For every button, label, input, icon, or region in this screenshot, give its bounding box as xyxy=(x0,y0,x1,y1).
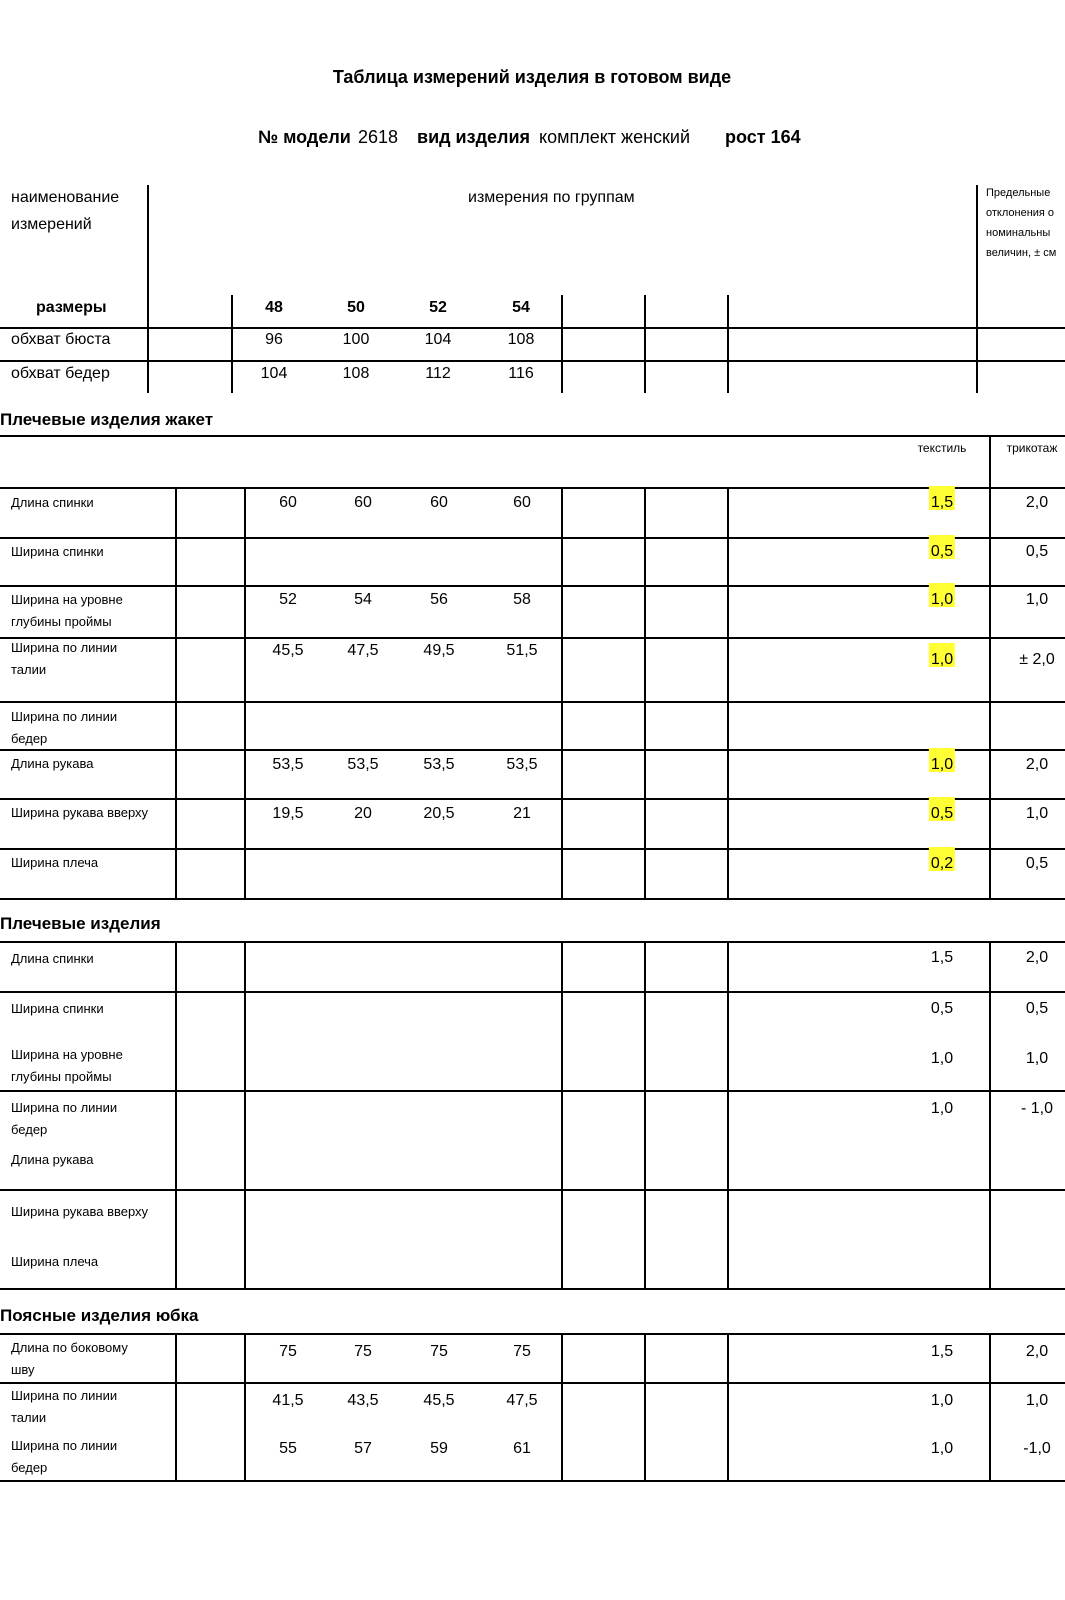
tolerance-knit: 0,5 xyxy=(1025,1000,1049,1017)
measurement-value: 58 xyxy=(513,591,531,608)
highlighted-value: 1,0 xyxy=(930,756,954,773)
highlighted-value: 1,0 xyxy=(930,651,954,668)
tolerance-textile xyxy=(931,805,953,823)
measurement-value: 53,5 xyxy=(272,756,304,773)
page-title: Таблица измерений изделия в готовом виде xyxy=(332,67,732,87)
grid-line xyxy=(561,295,563,393)
grid-line xyxy=(727,488,729,899)
header-name-label: измерений xyxy=(11,216,92,233)
measurement-value: 116 xyxy=(508,365,534,382)
grid-line xyxy=(561,488,563,899)
tolerance-knit: 2,0 xyxy=(1025,494,1049,511)
measurement-value: 59 xyxy=(430,1440,448,1457)
grid-line xyxy=(0,991,1065,993)
measurement-value: 57 xyxy=(354,1440,372,1457)
size-header: 52 xyxy=(429,299,447,316)
grid-line xyxy=(727,295,729,393)
measurement-value: 45,5 xyxy=(423,1392,455,1409)
measurement-name: бедер xyxy=(11,731,48,746)
grid-line xyxy=(644,295,646,393)
grid-line xyxy=(989,1334,991,1481)
tolerance-knit: 2,0 xyxy=(1025,949,1049,966)
measurement-value: 43,5 xyxy=(347,1392,379,1409)
measurement-name: Ширина спинки xyxy=(11,1001,104,1016)
highlighted-value: 1,5 xyxy=(930,494,954,511)
grid-line xyxy=(0,435,1065,437)
measurement-value: 47,5 xyxy=(347,642,379,659)
grid-line xyxy=(0,749,1065,751)
highlighted-value: 0,2 xyxy=(930,855,954,872)
header-tolerance-label: величин, ± см xyxy=(986,247,1057,259)
grid-line xyxy=(0,1288,1065,1290)
grid-line xyxy=(0,798,1065,800)
grid-line xyxy=(175,488,177,899)
tolerance-textile: 1,0 xyxy=(930,1392,954,1409)
section-title: Поясные изделия юбка xyxy=(0,1306,199,1325)
model-number-label: № модели xyxy=(258,127,351,147)
tolerance-textile xyxy=(931,651,953,669)
column-header-knit: трикотаж xyxy=(1006,441,1058,455)
grid-line xyxy=(727,942,729,1289)
grid-line xyxy=(989,436,991,488)
measurement-value: 75 xyxy=(513,1343,531,1360)
tolerance-knit: 0,5 xyxy=(1025,543,1049,560)
measurement-name: обхват бедер xyxy=(11,365,110,382)
measurement-value: 96 xyxy=(265,331,283,348)
measurement-value: 45,5 xyxy=(272,642,304,659)
header-name-label: наименование xyxy=(11,189,120,206)
measurement-name: Ширина спинки xyxy=(11,544,104,559)
measurement-name: Ширина рукава вверху xyxy=(11,1204,149,1219)
measurement-value: 75 xyxy=(279,1343,297,1360)
grid-line xyxy=(0,327,1065,329)
section-title: Плечевые изделия xyxy=(0,914,161,933)
measurement-value: 112 xyxy=(425,365,451,382)
grid-line xyxy=(644,942,646,1289)
measurement-name: Длина рукава xyxy=(11,1152,94,1167)
height-label: рост 164 xyxy=(725,127,801,147)
tolerance-textile xyxy=(931,756,953,774)
grid-line xyxy=(175,1334,177,1481)
grid-line xyxy=(0,1382,1065,1384)
measurement-name: обхват бюста xyxy=(11,331,111,348)
header-tolerance-label: номинальны xyxy=(986,227,1051,239)
measurement-name: Длина спинки xyxy=(11,495,94,510)
grid-line xyxy=(0,941,1065,943)
measurement-value: 21 xyxy=(513,805,531,822)
measurement-name: талии xyxy=(11,662,47,677)
measurement-name: Ширина по линии xyxy=(11,640,118,655)
tolerance-textile xyxy=(931,494,953,512)
size-header: 48 xyxy=(265,299,283,316)
grid-line xyxy=(0,1333,1065,1335)
tolerance-textile: 1,0 xyxy=(930,1440,954,1457)
column-header-textile: текстиль xyxy=(917,441,967,455)
grid-line xyxy=(0,585,1065,587)
tolerance-knit: - 1,0 xyxy=(1020,1100,1054,1117)
header-tolerance-label: Предельные xyxy=(986,187,1051,199)
measurement-value: 51,5 xyxy=(506,642,538,659)
measurement-name: Длина по боковому xyxy=(11,1340,128,1355)
measurement-value: 104 xyxy=(260,365,288,382)
tolerance-textile xyxy=(931,855,953,873)
grid-line xyxy=(0,1090,1065,1092)
measurement-value: 53,5 xyxy=(423,756,455,773)
product-type-value: комплект женский xyxy=(539,127,691,147)
grid-line xyxy=(0,1480,1065,1482)
measurement-name: Ширина по линии xyxy=(11,709,118,724)
tolerance-knit: 1,0 xyxy=(1025,591,1049,608)
measurement-value: 47,5 xyxy=(506,1392,538,1409)
measurement-name: Ширина на уровне xyxy=(11,592,123,607)
grid-line xyxy=(244,942,246,1289)
measurement-value: 60 xyxy=(430,494,448,511)
grid-line xyxy=(0,1189,1065,1191)
measurement-value: 104 xyxy=(424,331,452,348)
grid-line xyxy=(0,360,1065,362)
tolerance-knit: 1,0 xyxy=(1025,805,1049,822)
measurement-name: Ширина по линии xyxy=(11,1438,118,1453)
grid-line xyxy=(0,637,1065,639)
measurement-value: 55 xyxy=(279,1440,297,1457)
measurement-name: глубины проймы xyxy=(11,614,112,629)
sizes-label: размеры xyxy=(36,299,107,316)
tolerance-knit: -1,0 xyxy=(1023,1440,1051,1457)
measurement-name: шву xyxy=(11,1362,35,1377)
grid-line xyxy=(0,898,1065,900)
tolerance-textile: 1,5 xyxy=(930,1343,954,1360)
measurement-name: Длина рукава xyxy=(11,756,94,771)
grid-line xyxy=(231,295,233,393)
grid-line xyxy=(989,488,991,899)
grid-line xyxy=(244,1334,246,1481)
measurement-value: 54 xyxy=(354,591,372,608)
measurement-value: 108 xyxy=(342,365,370,382)
tolerance-textile xyxy=(931,591,953,609)
measurement-value: 60 xyxy=(513,494,531,511)
grid-line xyxy=(0,848,1065,850)
measurement-name: бедер xyxy=(11,1460,48,1475)
measurement-name: Ширина на уровне глубины проймы xyxy=(11,1047,123,1084)
grid-line xyxy=(989,942,991,1289)
size-header: 50 xyxy=(347,299,365,316)
measurement-name: Ширина плеча xyxy=(11,1254,99,1269)
measurement-name: Ширина плеча xyxy=(11,855,99,870)
product-type-label: вид изделия xyxy=(417,127,531,147)
measurement-value: 20 xyxy=(354,805,372,822)
tolerance-knit: 1,0 xyxy=(1025,1050,1049,1067)
highlighted-value: 1,0 xyxy=(930,591,954,608)
measurement-value: 49,5 xyxy=(423,642,455,659)
measurement-name: Ширина по линии xyxy=(11,1388,118,1403)
tolerance-knit: 0,5 xyxy=(1025,855,1049,872)
measurement-value: 60 xyxy=(279,494,297,511)
tolerance-textile: 1,0 xyxy=(930,1050,954,1067)
model-number-value: 2618 xyxy=(358,127,399,147)
measurement-value: 19,5 xyxy=(272,805,304,822)
measurement-value: 52 xyxy=(279,591,297,608)
tolerance-knit: ± 2,0 xyxy=(1019,651,1055,668)
grid-line xyxy=(561,1334,563,1481)
grid-line xyxy=(175,942,177,1289)
grid-line xyxy=(0,701,1065,703)
measurement-value: 41,5 xyxy=(272,1392,304,1409)
measurement-value: 56 xyxy=(430,591,448,608)
header-tolerance-label: отклонения о xyxy=(986,207,1055,219)
measurement-value: 60 xyxy=(354,494,372,511)
measurement-name: Длина спинки xyxy=(11,951,94,966)
tolerance-textile: 1,0 xyxy=(930,1100,954,1117)
measurement-value: 20,5 xyxy=(423,805,455,822)
tolerance-knit: 2,0 xyxy=(1025,1343,1049,1360)
size-header: 54 xyxy=(512,299,530,316)
grid-line xyxy=(244,488,246,899)
header-groups-label: измерения по группам xyxy=(468,189,635,206)
grid-line xyxy=(561,942,563,1289)
tolerance-textile: 1,5 xyxy=(930,949,954,966)
tolerance-knit: 2,0 xyxy=(1025,756,1049,773)
grid-line xyxy=(0,487,1065,489)
measurement-name: Ширина рукава вверху xyxy=(11,805,149,820)
highlighted-value: 0,5 xyxy=(930,543,954,560)
tolerance-textile: 0,5 xyxy=(930,1000,954,1017)
measurement-name: талии xyxy=(11,1410,47,1425)
measurement-value: 75 xyxy=(354,1343,372,1360)
highlighted-value: 0,5 xyxy=(930,805,954,822)
measurement-value: 100 xyxy=(342,331,370,348)
grid-line xyxy=(0,537,1065,539)
grid-line xyxy=(644,488,646,899)
measurement-value: 61 xyxy=(513,1440,531,1457)
tolerance-knit: 1,0 xyxy=(1025,1392,1049,1409)
measurement-value: 75 xyxy=(430,1343,448,1360)
measurement-name: Ширина по линии бедер xyxy=(11,1100,118,1137)
measurement-value: 53,5 xyxy=(347,756,379,773)
tolerance-textile xyxy=(931,543,953,561)
measurement-value: 53,5 xyxy=(506,756,538,773)
grid-line xyxy=(727,1334,729,1481)
section-title: Плечевые изделия жакет xyxy=(0,410,214,429)
grid-line xyxy=(644,1334,646,1481)
measurement-value: 108 xyxy=(507,331,535,348)
